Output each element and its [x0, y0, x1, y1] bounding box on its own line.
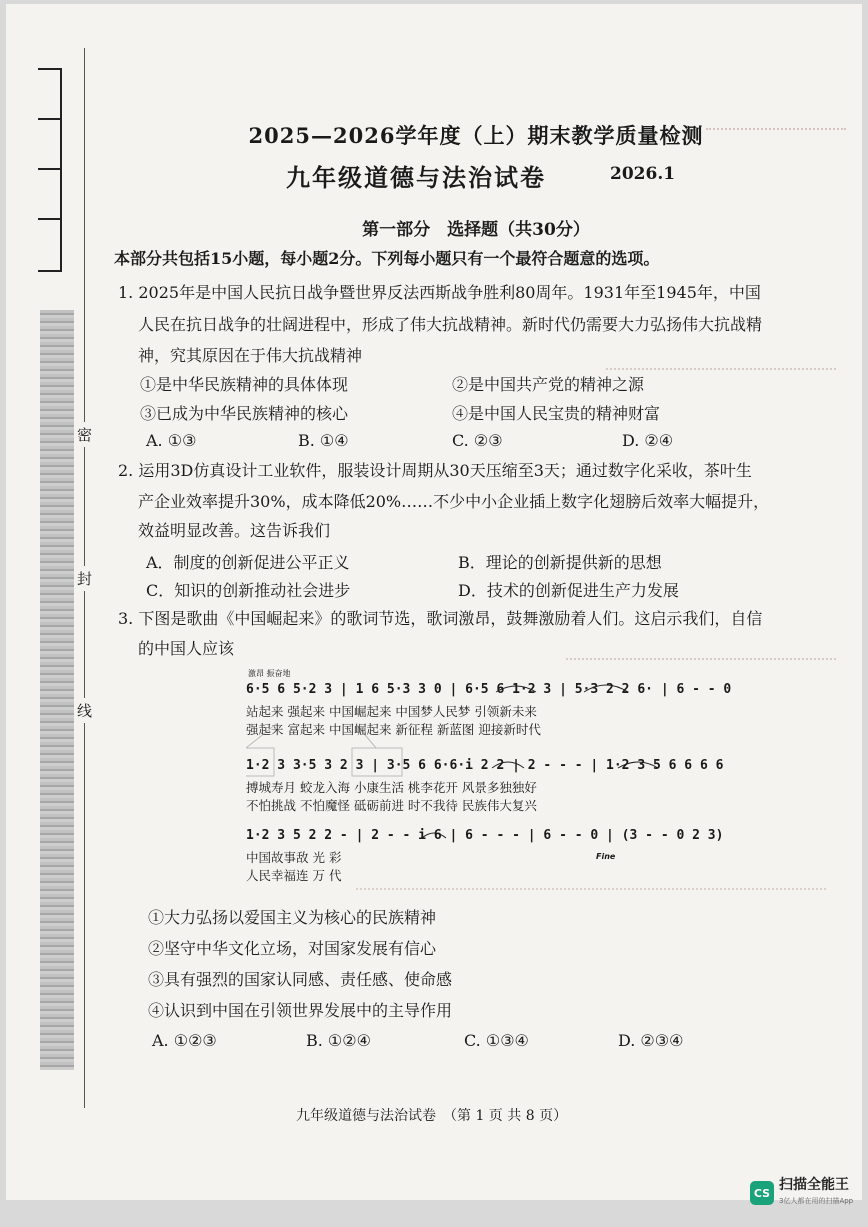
question-text: 人民在抗日战争的壮阔进程中，形成了伟大抗战精神。新时代仍需要大力弘扬伟大抗战精	[138, 315, 763, 334]
option-b: B. ①④	[298, 431, 349, 450]
option-c: C. ①③④	[464, 1031, 529, 1050]
score-notes-row-1: 6·5 6 5·2 3 | 1 6 5·3 3 0 | 6·5 6 1·2 3 | 5·3 2 2 6· | 6 - - 0	[246, 682, 732, 697]
score-tempo-mark: 激昂 振奋地	[248, 669, 291, 678]
option-a: A．制度的创新促进公平正义	[146, 553, 350, 572]
statement-item: ①是中华民族精神的具体体现	[140, 375, 349, 394]
statement-item: ②是中国共产党的精神之源	[452, 375, 645, 394]
option-c: C. ②③	[452, 431, 503, 450]
binding-box	[38, 68, 62, 272]
option-a: A. ①②③	[152, 1031, 217, 1050]
question-text: 1. 2025年是中国人民抗日战争暨世界反法西斯战争胜利80周年。1931年至1945年，中国	[118, 283, 761, 302]
binding-char-feng: 封	[77, 566, 92, 591]
score-lyrics-row-1a: 站起来 强起来 中国崛起来 中国梦人民梦 引领新未来	[246, 704, 537, 719]
scanner-brand: 扫描全能王	[779, 1177, 849, 1193]
option-d: D. ②④	[622, 431, 674, 450]
question-text: 3. 下图是歌曲《中国崛起来》的歌词节选，歌词激昂，鼓舞激励着人们。这启示我们，自信	[118, 609, 763, 628]
option-c: C．知识的创新推动社会进步	[146, 581, 351, 600]
scanner-tagline: 3亿人都在用的扫描App	[779, 1197, 854, 1205]
statement-item: ②坚守中华文化立场，对国家发展有信心	[148, 939, 437, 958]
option-a: A. ①③	[146, 431, 197, 450]
question-text: 的中国人应该	[138, 639, 235, 658]
option-b: B．理论的创新提供新的思想	[458, 553, 662, 572]
question-text: 2. 运用3D仿真设计工业软件，服装设计周期从30天压缩至3天；通过数字化采收，茶叶生	[118, 461, 752, 480]
score-fine-mark: Fine	[596, 852, 616, 861]
score-lyrics-row-3a: 中国故事敌 光 彩	[246, 850, 342, 865]
exam-title: 2025—2026学年度（上）期末教学质量检测	[248, 123, 704, 148]
score-lyrics-row-2b: 不怕挑战 不怕魔怪 砥砺前进 时不我待 民族伟大复兴	[246, 798, 537, 813]
exam-subtitle: 九年级道德与法治试卷	[286, 163, 546, 192]
page-footer: 九年级道德与法治试卷 （第 1 页 共 8 页）	[296, 1108, 568, 1124]
song-score	[246, 668, 732, 883]
binding-char-xian: 线	[77, 698, 92, 723]
statement-item: ④是中国人民宝贵的精神财富	[452, 404, 661, 423]
section-heading: 第一部分 选择题（共30分）	[362, 220, 590, 240]
question-text: 效益明显改善。这告诉我们	[138, 521, 331, 540]
option-b: B. ①②④	[306, 1031, 371, 1050]
binding-margin	[30, 48, 102, 1108]
score-lyrics-row-1b: 强起来 富起来 中国崛起来 新征程 新蓝图 迎接新时代	[246, 722, 541, 737]
scanner-logo-icon: CS	[750, 1181, 774, 1205]
statement-item: ①大力弘扬以爱国主义为核心的民族精神	[148, 908, 437, 927]
statement-item: ③已成为中华民族精神的核心	[140, 404, 349, 423]
option-d: D. ②③④	[618, 1031, 684, 1050]
statement-item: ④认识到中国在引领世界发展中的主导作用	[148, 1001, 453, 1020]
exam-date: 2026.1	[610, 164, 676, 184]
option-d: D．技术的创新促进生产力发展	[458, 581, 679, 600]
question-text: 神，究其原因在于伟大抗战精神	[138, 346, 363, 365]
score-lyrics-row-2a: 搏城寿月 蛟龙入海 小康生活 桃李花开 风景多独独好	[246, 780, 537, 795]
score-lyrics-row-3b: 人民幸福连 万 代	[246, 868, 342, 883]
statement-item: ③具有强烈的国家认同感、责任感、使命感	[148, 970, 453, 989]
score-notes-row-2: 1·2 3 3·5 3 2 3 | 3·5 6 6·6·i 2 2 | 2 - - - | 1·2 3 5 6 6 6 6	[246, 758, 724, 773]
binding-shading	[40, 310, 74, 1070]
section-instruction: 本部分共包括15小题，每小题2分。下列每小题只有一个最符合题意的选项。	[114, 249, 660, 268]
exam-page	[6, 4, 862, 1200]
question-text: 产企业效率提升30%，成本降低20%……不少中小企业插上数字化翅膀后效率大幅提升，	[138, 492, 770, 511]
binding-char-mi: 密	[77, 422, 92, 447]
scanner-watermark	[750, 1178, 853, 1208]
score-notes-row-3: 1·2 3 5 2 2 - | 2 - - i 6 | 6 - - - | 6 - - 0 | (3 - - 0 2 3)	[246, 828, 724, 843]
